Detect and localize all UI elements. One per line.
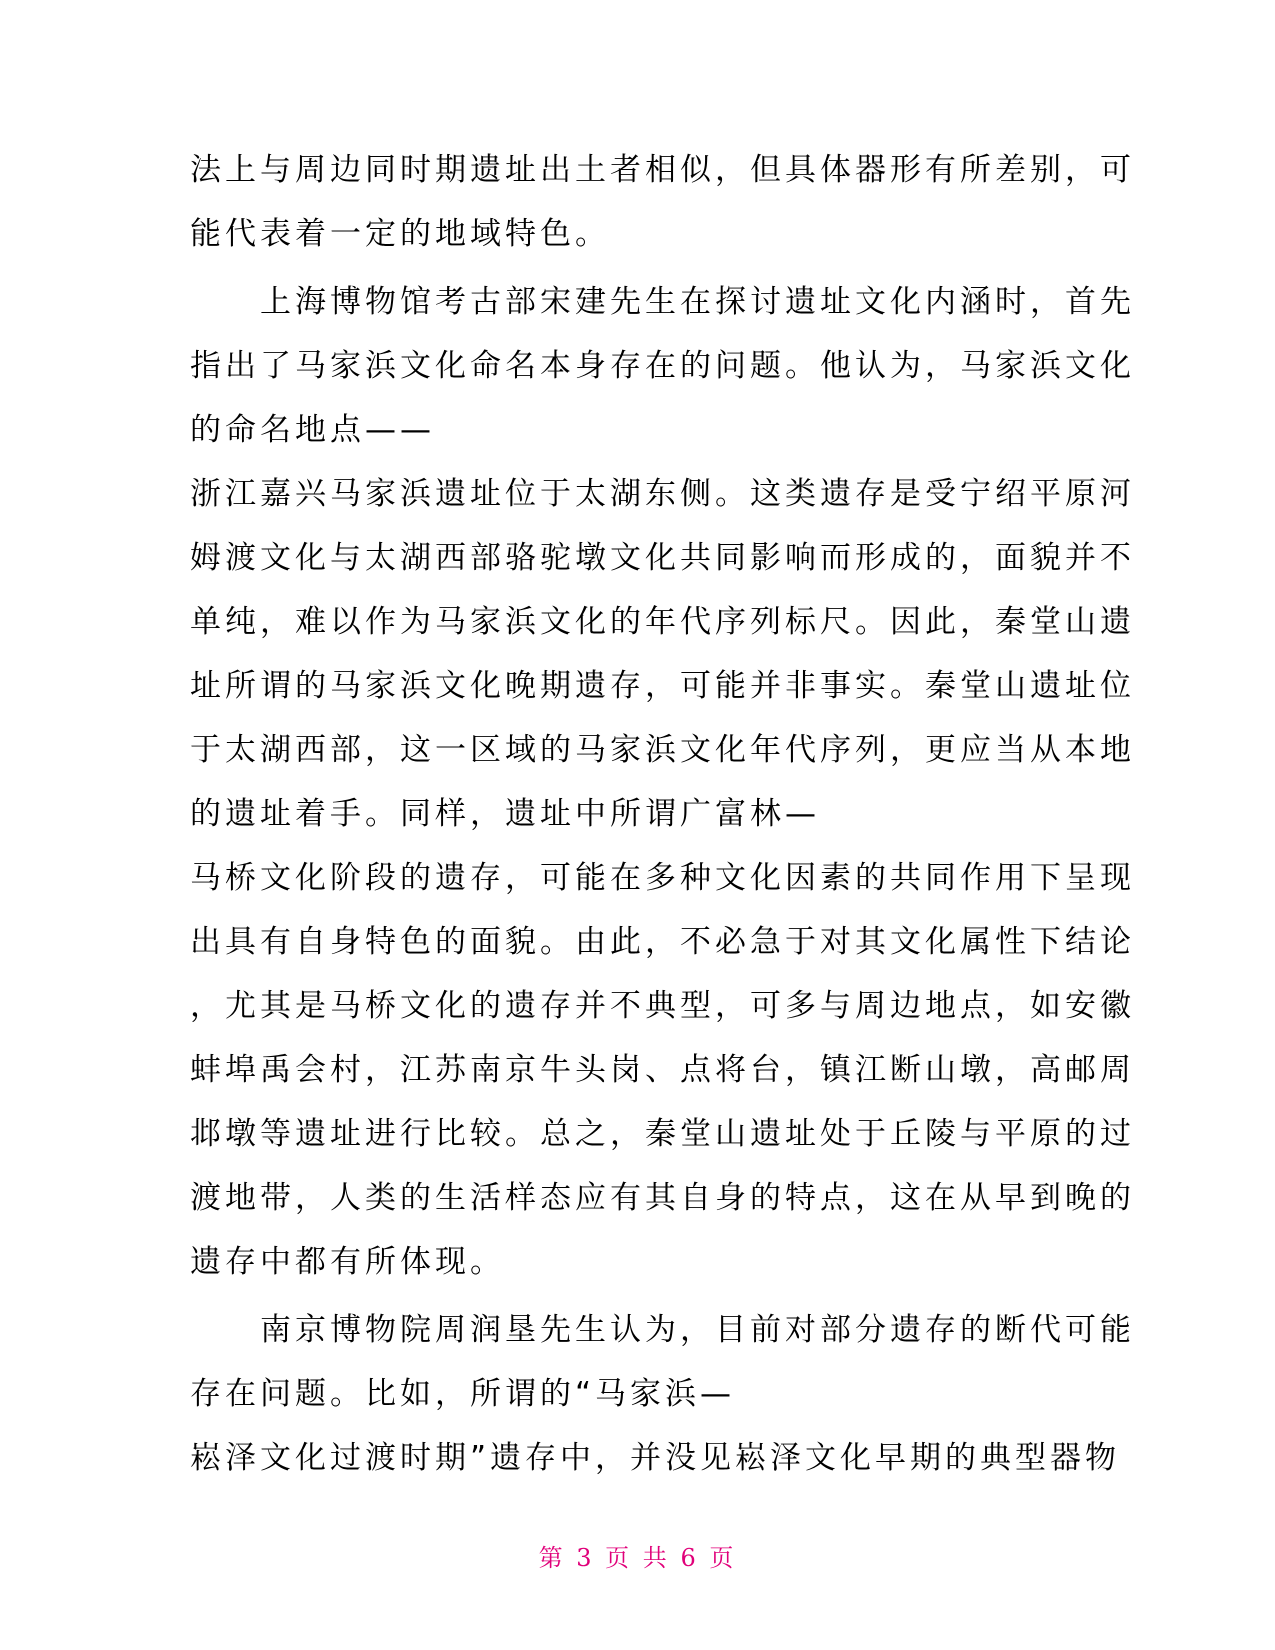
text-line: 崧泽文化过渡时期”遗存中，并没见崧泽文化早期的典型器物 [190, 1440, 1121, 1476]
text-line: 渡地带，人类的生活样态应有其自身的特点，这在从早到晚的 [190, 1180, 1135, 1216]
text-line: 浙江嘉兴马家浜遗址位于太湖东侧。这类遗存是受宁绍平原河 [190, 476, 1135, 512]
text-line: 指出了马家浜文化命名本身存在的问题。他认为，马家浜文化 [190, 348, 1135, 384]
text-line: 遗存中都有所体现。 [190, 1244, 505, 1280]
paragraph-start-line: 上海博物馆考古部宋建先生在探讨遗址文化内涵时，首先 [190, 284, 1135, 320]
text-line: 于太湖西部，这一区域的马家浜文化年代序列，更应当从本地 [190, 732, 1135, 768]
text-line: 能代表着一定的地域特色。 [190, 216, 610, 252]
text-line: 马桥文化阶段的遗存，可能在多种文化因素的共同作用下呈现 [190, 860, 1135, 896]
page-number-footer: 第 3 页 共 6 页 [538, 1544, 737, 1572]
text-line: 单纯，难以作为马家浜文化的年代序列标尺。因此，秦堂山遗 [190, 604, 1135, 640]
text-line: 出具有自身特色的面貌。由此，不必急于对其文化属性下结论 [190, 924, 1135, 960]
text-line: 法上与周边同时期遗址出土者相似，但具体器形有所差别，可 [190, 152, 1135, 188]
text-line: 蚌埠禹会村，江苏南京牛头岗、点将台，镇江断山墩，高邮周 [190, 1052, 1135, 1088]
text-line: 存在问题。比如，所谓的“马家浜— [190, 1376, 736, 1412]
document-body [190, 138, 1135, 1490]
text-line: 姆渡文化与太湖西部骆驼墩文化共同影响而形成的，面貌并不 [190, 540, 1135, 576]
text-line: 的遗址着手。同样，遗址中所谓广富林— [190, 796, 820, 832]
text-line: 邶墩等遗址进行比较。总之，秦堂山遗址处于丘陵与平原的过 [190, 1116, 1135, 1152]
paragraph-start-line: 南京博物院周润垦先生认为，目前对部分遗存的断代可能 [190, 1312, 1135, 1348]
text-line: 址所谓的马家浜文化晚期遗存，可能并非事实。秦堂山遗址位 [190, 668, 1135, 704]
text-line: ，尤其是马桥文化的遗存并不典型，可多与周边地点，如安徽 [190, 988, 1135, 1024]
text-line: 的命名地点—— [190, 412, 435, 448]
